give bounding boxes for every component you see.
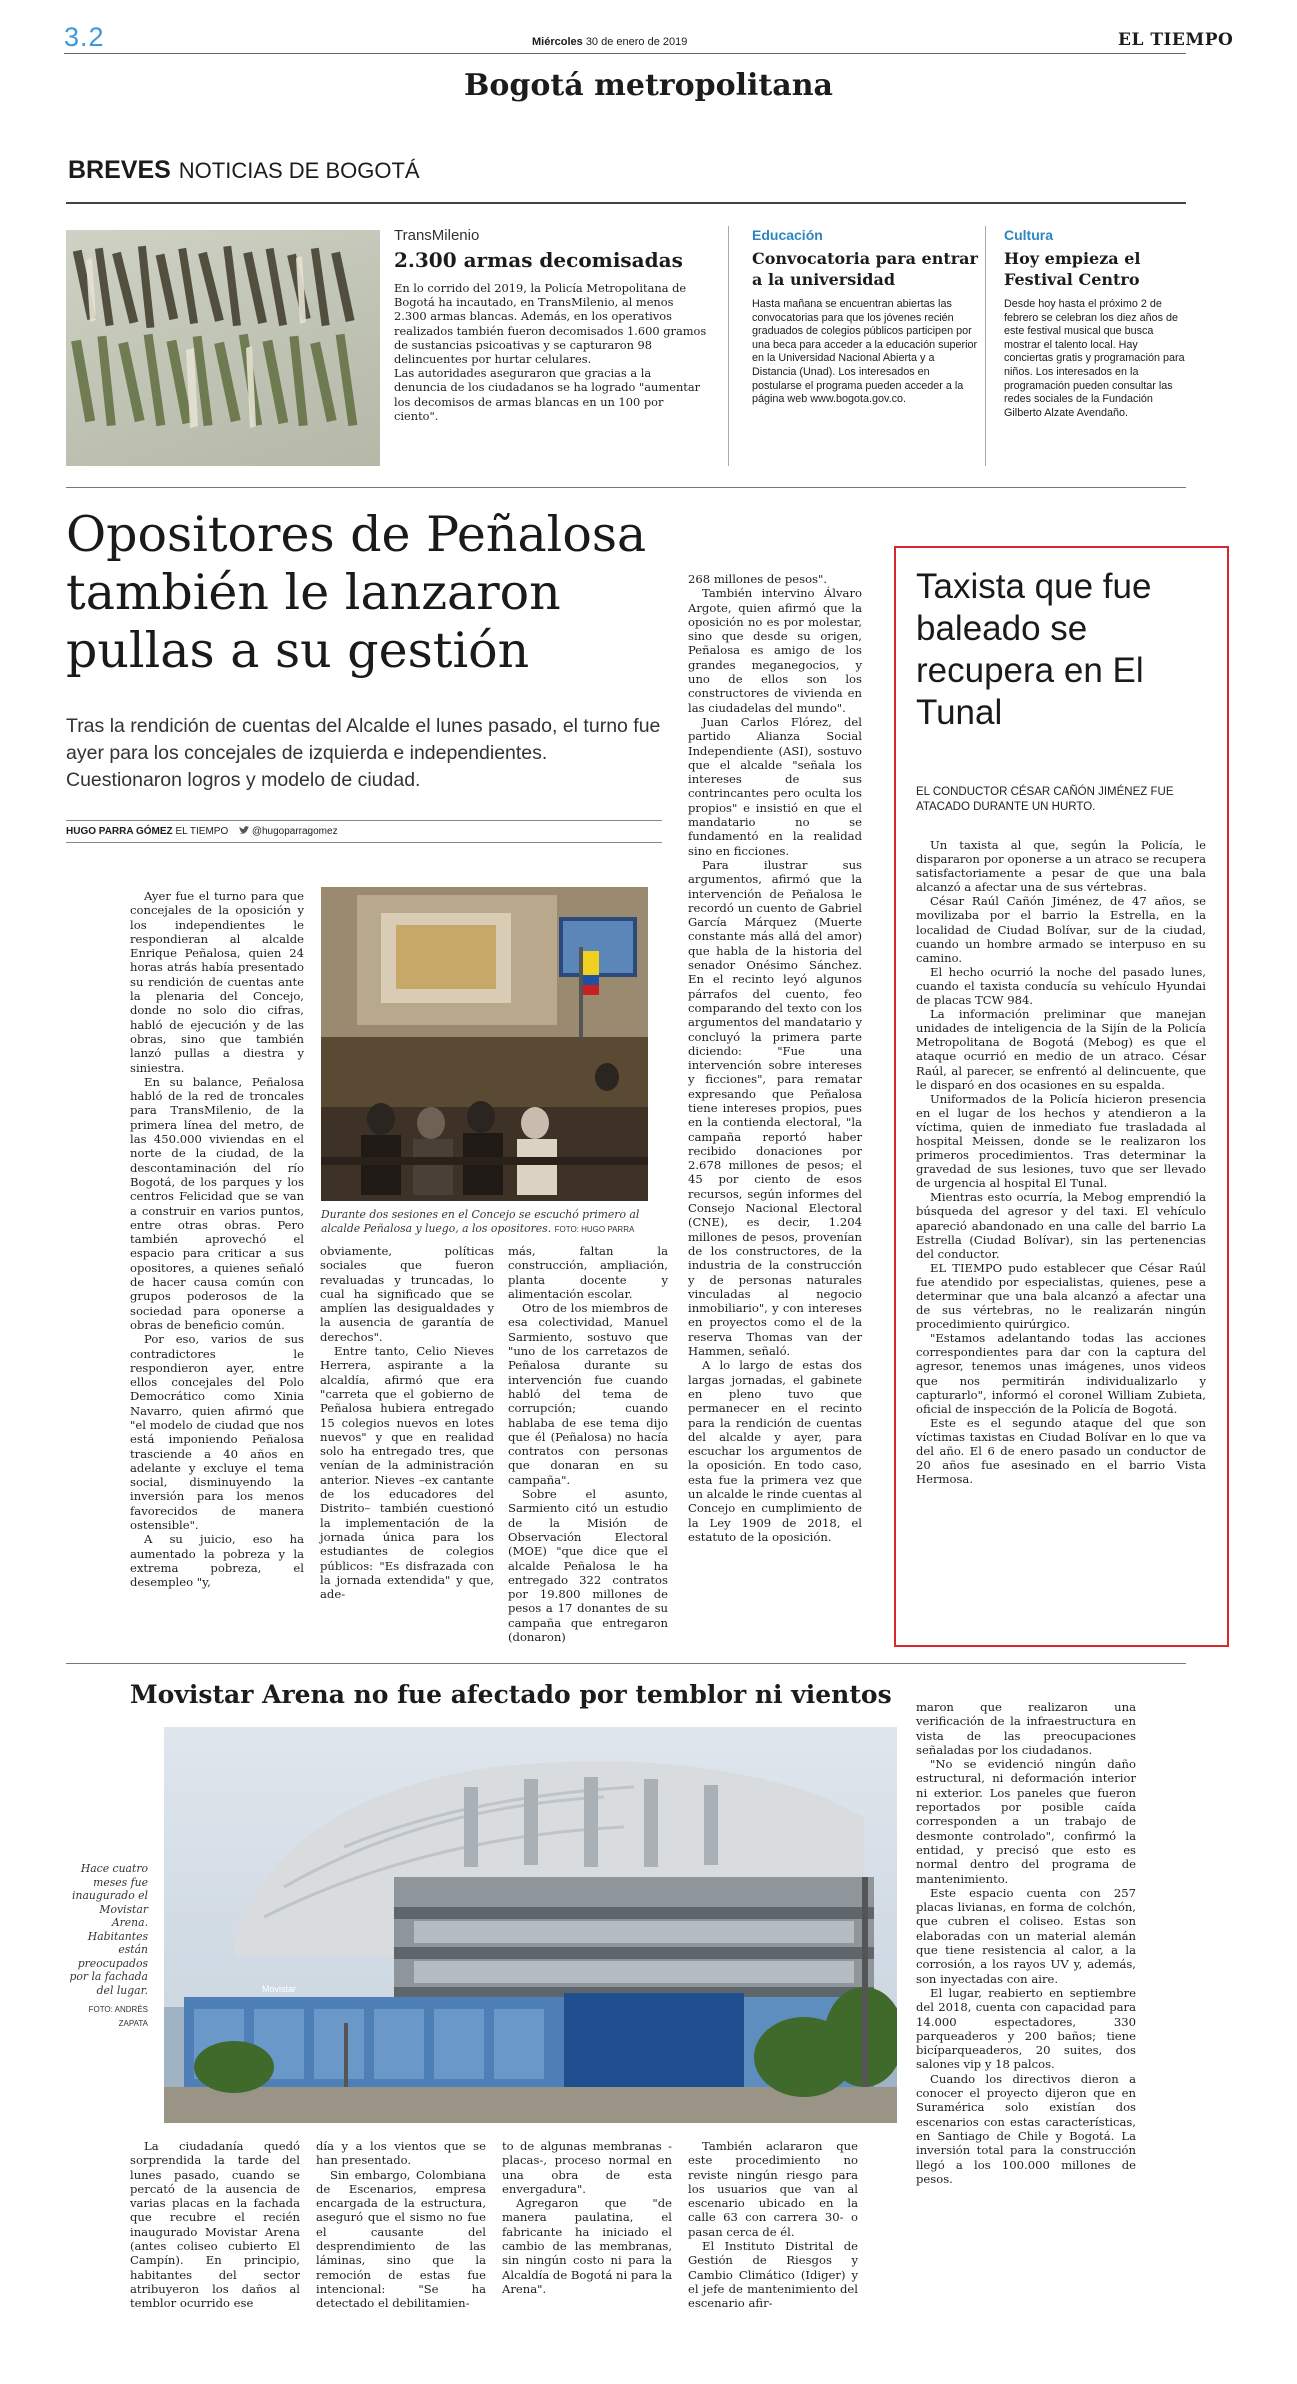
sidebar-p7: EL TIEMPO pudo establecer que César Raúl fue atendido por especialistas, quienes, pese a determinar que una bala alcanzó a afectar una de sus vértebras, no le realizarán ningún procedimiento quirúrgico. [916, 1260, 1206, 1332]
page-date [532, 36, 687, 48]
main-col1-p3: Por eso, varios de sus contradictores le respondieron ayer, entre ellos concejales del Polo Democrático como Xinia Navarro, quien afirmó que "el modelo de ciudad que nos está imponiendo Peñalosa trasciende a 40 años en adelante y excluye el tema social, disminuyendo la inversión para los menos favorecidos de manera ostensible". [130, 1332, 304, 1533]
main-bottom-rule [66, 1663, 1186, 1664]
brief-transmilenio-body [394, 281, 707, 423]
brief-transmilenio-p1: En lo corrido del 2019, la Policía Metropolitana de Bogotá ha incautado, en TransMilenio, al menos 2.300 armas blancas. Además, en los operativos realizados también fueron decomisados 1.600 gramos de sustancias psicoativas y se capturaron 98 delincuentes por hurtar celulares. [394, 281, 707, 367]
date-weekday: Miércoles [532, 36, 583, 48]
sidebar-p4: La información preliminar que manejan unidades de inteligencia de la Sijín de la Policía Metropolitana de Bogotá (Mebog) es que el ataque ocurrió en medio de un atraco. César Raúl, al parecer, se enfrentó al delincuente, que le disparó en dos ocasiones en su espalda. [916, 1007, 1206, 1092]
section-title: Bogotá metropolitana [464, 68, 833, 103]
main-col1-p1: Ayer fue el turno para que concejales de la oposición y los independientes le respondieran al alcalde Enrique Peñalosa, quien 24 horas atrás había presentado su rendición de cuentas ante la plenaria del Concejo, donde no solo dio cifras, habló de ejecución y de las obras, sino que también lanzó pullas a diestra y siniestra. [130, 889, 304, 1075]
arena-col-4 [688, 2139, 858, 2311]
header-rule [64, 53, 1186, 54]
brief-transmilenio-title: 2.300 armas decomisadas [394, 248, 683, 272]
sidebar-p1: Un taxista al que, según la Policía, le dispararon por oponerse a un atraco se recupera satisfactoriamente a pesar de que una bala alcanzó a afectar una de sus vértebras. [916, 838, 1206, 895]
main-col-3 [508, 1244, 668, 1644]
arena-col5-p5: Cuando los directivos dieron a conocer el proyecto dijeron que en Suramérica solo existían dos escenarios con estas características, en Santiago de Chile y Bogotá. La inversión total para la construcción llegó a los 100.000 millones de pesos. [916, 2071, 1136, 2186]
arena-sign: Movistar [262, 1984, 297, 1994]
brief-transmilenio-kicker: TransMilenio [394, 227, 480, 244]
arena-col5-p2: "No se evidenció ningún daño estructural, ni deformación interior ni exterior. Los paneles que fueron reportados por posible caída corresponden a un trabajo de desmonte controlado", confirmó la entidad, y precisó que esto es normal dentro del programa de mantenimiento. [916, 1757, 1136, 1886]
arena-col4-p2: El Instituto Distrital de Gestión de Riesgos y Cambio Climático (Idiger) y el jefe de mantenimiento del escenario afir- [688, 2239, 858, 2311]
byline-rule-bottom [66, 842, 662, 843]
breves-underline [66, 202, 1186, 204]
arena-col2-p1: día y a los vientos que se han presentado. [316, 2139, 486, 2168]
sidebar-p5: Uniformados de la Policía hicieron presencia en el lugar de los hechos y atendieron a la víctima, quien de inmediato fue trasladada al hospital Meissen, donde se le realizaron los primeros procedimientos. Tras determinar la gravedad de sus lesiones, tuvo que ser llevado de urgencia al hospital El Tunal. [916, 1091, 1206, 1191]
main-byline [66, 826, 338, 837]
arena-col-2 [316, 2139, 486, 2311]
page-number: 3.2 [64, 22, 105, 52]
main-col4-p5: A lo largo de estas dos largas jornadas, el gabinete en pleno tuvo que permanecer en el recinto para la rendición de cuentas del alcalde y ayer, para escuchar los argumentos de la oposición. En todo caso, esta fue la primera vez que un alcalde le rinde cuentas al Concejo en cumplimiento de la Ley 1909 de 2018, el estatuto de la oposición. [688, 1358, 862, 1544]
knives-photo [66, 230, 380, 466]
knives-illustration [66, 230, 380, 466]
arena-col2-p2: Sin embargo, Colombiana de Escenarios, empresa encargada de la estructura, aseguró que el sismo no fue el causante del desprendimiento de las láminas, sino que la remoción de estas fue intencional: "Se ha detectado el debilitamien- [316, 2167, 486, 2311]
sidebar-body [916, 838, 1206, 1486]
date-rest: 30 de enero de 2019 [585, 36, 688, 48]
council-caption-text: Durante dos sesiones en el Concejo se escuchó primero al alcalde Peñalosa y luego, a los opositores. [321, 1208, 640, 1235]
brand-logo: EL TIEMPO [1118, 30, 1234, 50]
council-photo-credit: FOTO: HUGO PARRA [554, 1224, 635, 1234]
brief-cultura-body: Desde hoy hasta el próximo 2 de febrero se celebran los diez años de este festival musical que busca mostrar el talento local. Hay conciertas gratis y programación para niños. Los interesados en la programación pueden consultar las redes sociales de la Fundación Gilberto Alzate Avendaño. [1004, 298, 1185, 419]
main-col-2 [320, 1244, 494, 1601]
arena-caption-text: Hace cuatro meses fue inaugurado el Movistar Arena. Habitantes están preocupados por la fachada del lugar. [69, 1862, 148, 1997]
main-col1-p2: En su balance, Peñalosa habló de la red de troncales para TransMilenio, de la primera línea del metro, de las 450.000 viviendas en el norte de la ciudad, de la descontaminación del río Bogotá, de los parques y los centros Felicidad que se van a construir en varios puntos, entre otras obras. Pero también aprovechó el espacio para criticar a sus opositores, a quienes señaló de hacer causa común con grupos poderosos de la sociedad para oponerse a obras de beneficio común. [130, 1074, 304, 1332]
arena-col-1 [130, 2139, 300, 2311]
brief-cultura-title: Hoy empieza el Festival Centro [1004, 249, 1141, 289]
arena-photo-caption [60, 1862, 148, 2030]
brief-divider-2 [985, 226, 986, 466]
brief-educacion-kicker: Educación [752, 227, 823, 243]
breves-label-bold: BREVES [68, 156, 171, 184]
main-col-1 [130, 889, 304, 1590]
arena-col5-p3: Este espacio cuenta con 257 placas livianas, en forma de colchón, que cubren el coliseo. Estas son elaboradas con un material alemán que tiene resistencia al calor, a la corrosión, a los rayos UV y, además, son inyectadas con aire. [916, 1885, 1136, 1986]
council-scene [321, 887, 648, 1201]
breves-label [68, 155, 420, 185]
main-col3-p2: Otro de los miembros de esa colectividad, Manuel Sarmiento, sostuvo que "uno de los carretazos de Peñalosa durante su intervención fue cuando habló del tema de corrupción; cuando hablaba de ese tema dijo que él (Peñalosa) no hacía contratos con personas que donaran en su campaña". [508, 1301, 668, 1487]
sidebar-p2: César Raúl Cañón Jiménez, de 47 años, se movilizaba por el barrio la Estrella, en la localidad de Ciudad Bolívar, sur de la ciudad, cuando un hombre armado se interpuso en su camino. [916, 894, 1206, 965]
main-col2-p1: obviamente, políticas sociales que fueron revaluadas y truncadas, lo cual ha significado que se amplíen las desigualdades y la ausencia de garantía de derechos". [320, 1244, 494, 1344]
main-col4-p4: Para ilustrar sus argumentos, afirmó que la intervención de Peñalosa le recordó un cuento de Gabriel García Márquez (Muerte constante más allá del amor) que habla de la historia del senador Onésimo Sánchez. En el recinto leyó algunos párrafos del cuento, feo comparando del texto con los argumentos del mandatario y concluyó la primera parte diciendo: "Fue una intervención sobre intereses y ficciones", para rematar expresando que Peñalosa tiene intereses propios, pues en la contienda electoral, "la campaña reportó haber recibido donaciones por 2.678 millones de pesos; el 45 por ciento de esos recursos, según informes del Consejo Nacional Electoral (CNE), es decir, 1.204 millones de pesos, provenían de los constructores, de la industria de la construcción y de personas naturales vinculadas al negocio inmobiliario", y con intereses en proyectos como el de la reserva Thomas van der Hammen, señaló. [688, 857, 862, 1359]
arena-col4-p1: También aclararon que este procedimiento no reviste ningún riesgo para los usuarios que van al escenario ubicado en la calle 63 con carrera 30- o pasan cerca de él. [688, 2139, 858, 2239]
byline-rule [66, 820, 662, 821]
main-col4-p3: Juan Carlos Flórez, del partido Alianza Social Independiente (ASI), sostuvo que el alcalde "señala los intereses de sus contrincantes pero oculta los propios" e insistió en que el mandatario no se fundamentó en la realidad sino en ficciones. [688, 714, 862, 858]
arena-photo [164, 1727, 897, 2123]
arena-col1-p1: La ciudadanía quedó sorprendida la tarde del lunes pasado, cuando se percató de la ausencia de varias placas en la fachada que recubre el recién inaugurado Movistar Arena (antes coliseo cubierto El Campín). En principio, habitantes del sector atribuyeron los daños al temblor ocurrido ese [130, 2139, 300, 2311]
main-col1-p4: A su juicio, eso ha aumentado la pobreza y la extrema pobreza, el desempleo "y, [130, 1532, 304, 1590]
main-col4-p1: 268 millones de pesos". [688, 572, 828, 586]
brief-cultura-kicker: Cultura [1004, 227, 1053, 243]
brief-transmilenio-p2: Las autoridades aseguraron que gracias a la denuncia de los ciudadanos se ha logrado "aumentar los decomisos de armas blancas en un 100 por ciento". [394, 366, 701, 423]
byline-author: HUGO PARRA GÓMEZ [66, 826, 173, 837]
byline-outlet: EL TIEMPO [172, 826, 229, 837]
sidebar-p8: "Estamos adelantando todas las acciones correspondientes para dar con la captura del agresor, tenemos unas imágenes, unos videos que nos permitirán individualizarlo y capturarlo", informó el coronel William Zubieta, oficial de inspección de la Policía de Bogotá. [916, 1331, 1206, 1416]
sidebar-p6: Mientras esto ocurría, la Mebog emprendió la búsqueda del agresor y del taxi. El vehículo apareció abandonado en una calle del barrio La Estrella (Ciudad Bolívar), sin las pertenencias del conductor. [916, 1190, 1206, 1261]
main-col3-p1: más, faltan la construcción, ampliación, planta docente y alimentación escolar. [508, 1244, 668, 1301]
arena-col3-p2: Agregaron que "de manera paulatina, el fabricante ha iniciado el cambio de las membranas, sin ningún costo ni para la Alcaldía de Bogotá ni para la Arena". [502, 2196, 673, 2296]
arena-scene [164, 1727, 897, 2123]
main-col2-p2: Entre tanto, Celio Nieves Herrera, aspirante a la alcaldía, afirmó que era "carreta que el gobierno de Peñalosa hubiera entregado 15 colegios nuevos en lotes nuevos" y que en realidad solo ha entregado tres, que venían de la administración anterior. Nieves –ex cantante de los educadores del Distrito– también cuestionó la implementación de la jornada única para los estudiantes de colegios públicos: "Es disfrazada con la jornada extendida" y que, ade- [320, 1344, 494, 1602]
main-col-4 [688, 572, 862, 1544]
brief-educacion-title: Convocatoria para entrar a la universidad [752, 249, 978, 289]
breves-bottom-rule [66, 487, 1186, 488]
sidebar-headline: Taxista que fue baleado se recupera en El Tunal [916, 567, 1152, 732]
sidebar-summary: EL CONDUCTOR CÉSAR CAÑÓN JIMÉNEZ FUE ATACADO DURANTE UN HURTO. [916, 786, 1174, 813]
breves-label-rest: NOTICIAS DE BOGOTÁ [178, 158, 420, 183]
arena-col5-p4: El lugar, reabierto en septiembre del 2018, cuenta con capacidad para 14.000 espectadores, 330 parqueaderos y 200 baños; tiene bicíparqueaderos, 20 suites, dos salones vip y 18 palcos. [916, 1985, 1136, 2072]
arena-col3-p1: to de algunas membranas -placas-, proceso normal en una obra de esta envergadura". [502, 2139, 672, 2196]
council-photo-caption [321, 1208, 648, 1236]
sidebar-p9: Este es el segundo ataque del que son víctimas taxistas en Ciudad Bolívar en lo que va del año. El 6 de enero pasado un conductor de 20 años fue asesinado en el barrio Vista Hermosa. [916, 1415, 1206, 1487]
main-col3-p3: Sobre el asunto, Sarmiento citó un estudio de la Misión de Observación Electoral (MOE) "que dice que el alcalde Peñalosa le ha entregado 322 contratos por 19.800 millones de pesos a 17 donantes de su campaña que entregaron (donaron) [508, 1487, 668, 1645]
council-photo [321, 887, 648, 1201]
arena-headline: Movistar Arena no fue afectado por temblor ni vientos [130, 1680, 892, 1709]
main-headline: Opositores de Peñalosa también le lanzaron pullas a su gestión [66, 506, 647, 679]
arena-photo-credit: FOTO: ANDRÉS ZAPATA [88, 2005, 148, 2028]
main-deck: Tras la rendición de cuentas del Alcalde el lunes pasado, el turno fue ayer para los concejales de izquierda e independientes. Cuestionaron logros y modelo de ciudad. [66, 715, 661, 791]
brief-educacion-body: Hasta mañana se encuentran abiertas las convocatorias para que los jóvenes recién graduados de colegios públicos participen por una beca para acceder a la educación superior en la Universidad Nacional Abierta y a Distancia (Unad). Los interesados en postularse el programa pueden acceder a la página web www.bogota.gov.co. [752, 298, 978, 406]
main-col4-p2: También intervino Álvaro Argote, quien afirmó que la oposición no es por molestar, sino que desde su origen, Peñalosa es amigo de los grandes meganegocios, y uno de ellos son los constructores de vivienda en las ciudadelas del mundo". [688, 586, 862, 715]
twitter-icon [239, 826, 249, 835]
byline-handle: @hugoparragomez [251, 826, 338, 837]
sidebar-p3: El hecho ocurrió la noche del pasado lunes, cuando el taxista conducía su vehículo Hyundai de placas TCW 984. [916, 964, 1206, 1008]
brief-divider-1 [728, 226, 729, 466]
arena-col5-p1: maron que realizaron una verificación de la infraestructura en vista de las preocupaciones señaladas por los ciudadanos. [916, 1700, 1136, 1757]
arena-col-3 [502, 2139, 672, 2296]
arena-col-5 [916, 1700, 1136, 2186]
